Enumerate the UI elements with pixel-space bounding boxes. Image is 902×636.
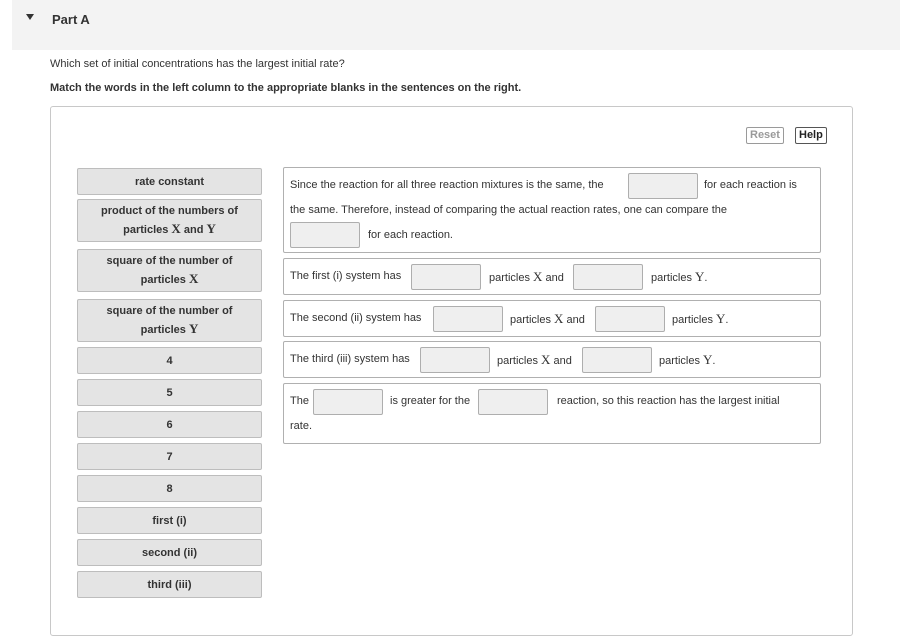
sentence-4-text-b: particles X and [497, 352, 572, 367]
word-first[interactable]: first (i) [77, 507, 262, 534]
part-header[interactable] [12, 0, 900, 50]
sentence-4 [283, 341, 821, 378]
blank-2b[interactable] [573, 264, 643, 290]
blank-4a[interactable] [420, 347, 490, 373]
instruction-text: Match the words in the left column to the appropriate blanks in the sentences on the right. [50, 82, 522, 94]
blank-1b[interactable] [290, 222, 360, 248]
word-4[interactable]: 4 [77, 347, 262, 374]
sentence-2-text-a: The first (i) system has [290, 270, 402, 282]
sentence-3-text-a: The second (ii) system has [290, 312, 422, 324]
sentence-2-text-c: particles Y. [651, 269, 708, 284]
word-8[interactable]: 8 [77, 475, 262, 502]
part-title: Part A [52, 12, 90, 27]
sentence-4-text-a: The third (iii) system has [290, 353, 410, 365]
sentence-3-text-b: particles X and [510, 311, 585, 326]
word-square-number-x[interactable]: square of the number of particles X [77, 249, 262, 292]
sentence-5-text-b: is greater for the [390, 395, 471, 407]
sentence-1-text-c: the same. Therefore, instead of comparing the actual reaction rates, one can compare the [290, 204, 727, 216]
sentence-1 [283, 167, 821, 253]
sentence-5-text-a: The [290, 395, 309, 407]
sentence-1-text-b: for each reaction is [704, 179, 797, 191]
blank-1a[interactable] [628, 173, 698, 199]
reset-button[interactable]: Reset [746, 127, 784, 144]
blank-4b[interactable] [582, 347, 652, 373]
sentence-5 [283, 383, 821, 444]
word-5[interactable]: 5 [77, 379, 262, 406]
blank-5b[interactable] [478, 389, 548, 415]
collapse-caret-icon[interactable] [26, 14, 34, 20]
word-second[interactable]: second (ii) [77, 539, 262, 566]
word-rate-constant[interactable]: rate constant [77, 168, 262, 195]
sentence-4-text-c: particles Y. [659, 352, 716, 367]
word-product-of-numbers[interactable]: product of the numbers of particles X and Y [77, 199, 262, 242]
help-button[interactable]: Help [795, 127, 827, 144]
word-third[interactable]: third (iii) [77, 571, 262, 598]
sentence-5-text-c: reaction, so this reaction has the largest initial [557, 395, 780, 407]
sentence-2-text-b: particles X and [489, 269, 564, 284]
sentence-5-text-d: rate. [290, 420, 313, 432]
word-6[interactable]: 6 [77, 411, 262, 438]
sentence-1-text-a: Since the reaction for all three reaction mixtures is the same, the [290, 179, 604, 191]
blank-3a[interactable] [433, 306, 503, 332]
word-square-number-y[interactable]: square of the number of particles Y [77, 299, 262, 342]
blank-3b[interactable] [595, 306, 665, 332]
blank-2a[interactable] [411, 264, 481, 290]
sentence-2 [283, 258, 821, 295]
sentence-1-text-d: for each reaction. [368, 229, 453, 241]
sentence-3 [283, 300, 821, 337]
word-7[interactable]: 7 [77, 443, 262, 470]
sentence-3-text-c: particles Y. [672, 311, 729, 326]
question-text: Which set of initial concentrations has the largest initial rate? [50, 58, 345, 70]
blank-5a[interactable] [313, 389, 383, 415]
